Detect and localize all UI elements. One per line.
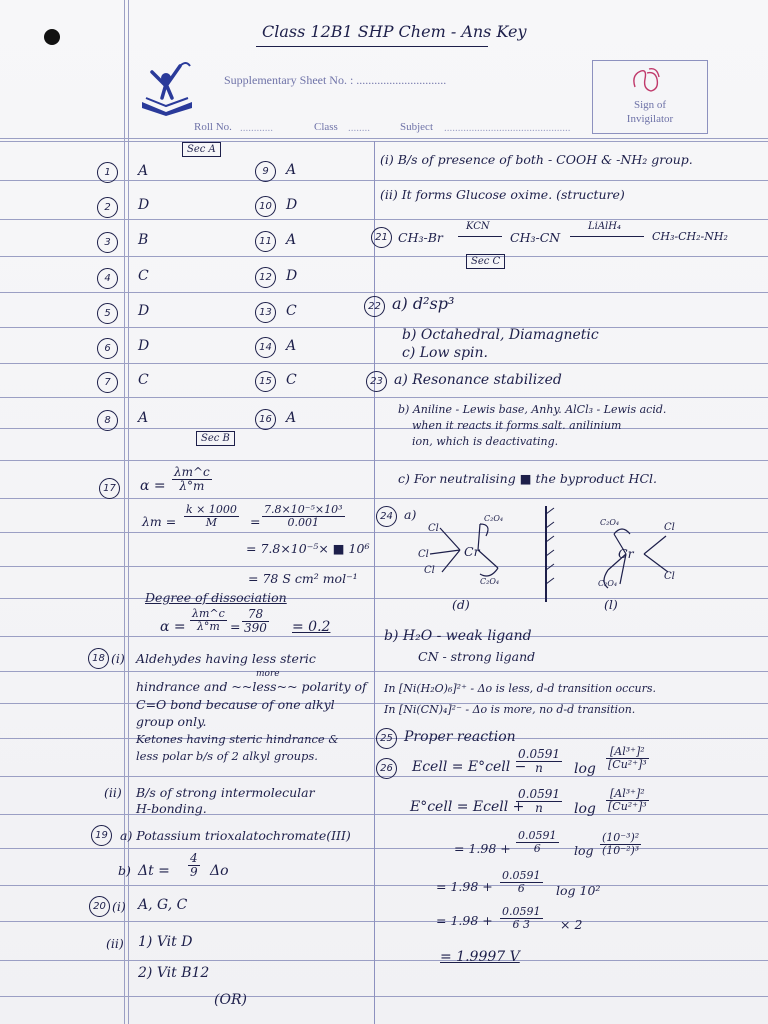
sheet-title: Class 12B1 SHP Chem - Ans Key xyxy=(262,22,527,41)
fraction xyxy=(606,788,649,813)
fraction xyxy=(500,870,543,895)
answer-line: In [Ni(H₂O)₆]²⁺ - Δo is less, d-d transition occurs. xyxy=(384,682,656,695)
ligand-cl: Cl xyxy=(424,565,435,576)
question-number: 2 xyxy=(97,197,118,218)
ruled-line xyxy=(0,180,768,181)
fraction xyxy=(516,830,559,855)
metal-cr: Cr xyxy=(464,544,480,559)
fraction-denominator: 9 xyxy=(190,865,198,880)
final-answer: = 1.9997 V xyxy=(440,949,520,965)
fraction-denominator: [Cu²⁺]³ xyxy=(608,758,647,772)
fraction xyxy=(242,608,269,635)
answer-line: Ketones having steric hindrance & xyxy=(136,732,339,746)
sub-part: b) xyxy=(118,863,131,878)
ruled-line xyxy=(0,498,768,499)
ruled-line xyxy=(0,397,768,398)
ruled-line xyxy=(0,292,768,293)
mcq-answer: D xyxy=(138,338,150,354)
mcq-answer: D xyxy=(286,268,298,284)
answer-line: a) Potassium trioxalatochromate(III) xyxy=(120,828,351,843)
reaction-reactant: CH₃-Br xyxy=(398,230,443,245)
fraction xyxy=(500,906,543,931)
reaction-intermediate: CH₃-CN xyxy=(510,230,561,245)
ruled-line xyxy=(0,219,768,220)
fraction-denominator: M xyxy=(205,516,218,530)
lambda-eq: λm = xyxy=(142,514,177,529)
sub-part: (ii) xyxy=(106,936,124,951)
answer-line: b) Octahedral, Diamagnetic xyxy=(402,327,599,343)
fraction-numerator: 7.8×10⁻⁵×10³ xyxy=(264,503,343,516)
l-isomer-label: (l) xyxy=(604,597,618,612)
ligand-cl: Cl xyxy=(664,522,675,533)
supplementary-sheet-label: Supplementary Sheet No. : .............................. xyxy=(224,73,447,87)
mcq-answer: C xyxy=(138,372,149,388)
question-number: 11 xyxy=(255,231,276,252)
log-label: log xyxy=(574,801,596,817)
ruled-line xyxy=(0,885,768,886)
sub-part: (i) xyxy=(112,899,126,914)
sign-label-line1: Sign of xyxy=(633,99,667,111)
question-number: 14 xyxy=(255,337,276,358)
answer-line: B/s of strong intermolecular xyxy=(136,785,315,800)
d-isomer-label: (d) xyxy=(452,597,470,612)
answer-line: a) d²sp³ xyxy=(392,294,455,313)
delta-o: Δo xyxy=(210,863,229,879)
fraction-denominator: [Cu²⁺]³ xyxy=(608,800,647,814)
alpha-eq: α = xyxy=(140,478,166,494)
reaction-arrow-icon xyxy=(458,236,502,237)
section-c-label: Sec C xyxy=(466,254,505,269)
reaction-product: CH₃-CH₂-NH₂ xyxy=(652,230,728,243)
or-label: (OR) xyxy=(214,992,247,1008)
roll-no-label: Roll No. xyxy=(194,121,232,133)
question-number: 17 xyxy=(99,478,120,499)
metal-cr: Cr xyxy=(618,546,634,561)
school-logo-icon xyxy=(136,58,198,118)
fraction-numerator: 0.0591 xyxy=(518,829,557,842)
fraction xyxy=(172,466,212,493)
reagent-label: LiAlH₄ xyxy=(588,221,621,232)
question-number: 13 xyxy=(255,302,276,323)
title-underline xyxy=(256,46,488,47)
mcq-answer: B xyxy=(138,232,149,248)
question-number: 7 xyxy=(97,372,118,393)
fraction-numerator: λm^c xyxy=(174,465,210,479)
answer-line: group only. xyxy=(136,714,207,729)
sign-of-invigilator-label xyxy=(593,99,707,127)
mcq-answer: C xyxy=(138,268,149,284)
log-label: log xyxy=(574,843,594,858)
log-label: log xyxy=(574,761,596,777)
mcq-answer: A xyxy=(138,410,149,426)
answer-line: (i) B/s of presence of both - COOH & -NH₂ group. xyxy=(380,152,693,167)
fraction-numerator: 0.0591 xyxy=(502,869,541,882)
question-number: 12 xyxy=(255,267,276,288)
ruled-line xyxy=(0,327,768,328)
delta-eq: Δt = xyxy=(138,863,170,879)
ligand-cl: Cl xyxy=(664,571,675,582)
question-number: 8 xyxy=(97,410,118,431)
class-dots: ........ xyxy=(348,122,370,134)
question-number: 22 xyxy=(364,296,385,317)
fraction-denominator: 0.001 xyxy=(287,516,320,530)
ruled-line xyxy=(0,996,768,997)
answer-line: CN - strong ligand xyxy=(418,649,536,664)
mcq-answer: A xyxy=(286,338,297,354)
answer-line: A, G, C xyxy=(138,897,188,913)
equals-sign: = xyxy=(230,619,241,634)
log-label: log 10² xyxy=(556,883,601,898)
answer-line: hindrance and ~~less~~ polarity of xyxy=(136,679,367,694)
sign-label-line2: Invigilator xyxy=(626,112,674,125)
nernst-eq: Ecell = E°cell − xyxy=(412,759,527,775)
calc-step: = 1.98 + xyxy=(454,841,511,856)
answer-line: c) Low spin. xyxy=(402,345,489,361)
answer-line: when it reacts it forms salt. anilinium xyxy=(412,419,622,432)
subject-label: Subject xyxy=(400,121,433,133)
fraction-numerator: (10⁻³)² xyxy=(602,831,640,844)
answer-line: a) Resonance stabilized xyxy=(394,372,562,388)
equals-sign: = xyxy=(250,514,261,529)
fraction-denominator: λ°m xyxy=(179,479,205,494)
ruled-line xyxy=(0,671,768,672)
answer-line: In [Ni(CN)₄]²⁻ - Δo is more, no d-d transition. xyxy=(384,703,636,716)
fraction-numerator: 0.0591 xyxy=(502,905,541,918)
question-number: 20 xyxy=(89,896,110,917)
question-number: 5 xyxy=(97,303,118,324)
answer-line: c) For neutralising ■ the byproduct HCl. xyxy=(398,471,657,486)
question-number: 18 xyxy=(88,648,109,669)
question-number: 9 xyxy=(255,161,276,182)
ruled-line xyxy=(0,921,768,922)
question-number: 26 xyxy=(376,758,397,779)
fraction-numerator: [Al³⁺]² xyxy=(606,746,649,759)
answer-line: b) Aniline - Lewis base, Anhy. AlCl₃ - Lewis acid. xyxy=(398,403,667,416)
fraction xyxy=(262,504,345,529)
ligand-oxalate: C₂O₄ xyxy=(598,579,618,588)
reagent-label: KCN xyxy=(466,221,490,232)
ruled-line xyxy=(0,960,768,961)
mcq-answer: A xyxy=(138,163,149,179)
answer-line: Aldehydes having less steric xyxy=(136,651,316,666)
question-number: 3 xyxy=(97,232,118,253)
ligand-cl: Cl xyxy=(418,549,429,560)
fraction-denominator: 390 xyxy=(244,621,267,636)
question-number: 15 xyxy=(255,371,276,392)
fraction xyxy=(188,852,200,879)
invigilator-signature-icon xyxy=(627,65,667,97)
reaction-arrow-icon xyxy=(570,236,644,237)
fraction-denominator: (10⁻²)³ xyxy=(602,844,640,858)
mcq-answer: A xyxy=(286,410,297,426)
ruled-line xyxy=(0,138,768,139)
fraction-denominator: n xyxy=(535,801,543,816)
calc-step: = 78 S cm² mol⁻¹ xyxy=(248,571,358,586)
result: = 0.2 xyxy=(292,619,331,635)
fraction xyxy=(600,832,641,857)
punch-hole xyxy=(44,29,60,45)
ruled-line xyxy=(0,256,768,257)
ruled-line xyxy=(0,848,768,849)
subject-dots: .............................................. xyxy=(444,122,571,134)
mcq-answer: A xyxy=(286,232,297,248)
ruled-line xyxy=(0,814,768,815)
fraction-numerator: 78 xyxy=(242,608,269,622)
mcq-answer: D xyxy=(286,197,298,213)
fraction-numerator: [Al³⁺]² xyxy=(606,788,649,801)
ruled-line xyxy=(0,460,768,461)
question-number: 19 xyxy=(91,825,112,846)
alpha-eq: α = xyxy=(160,619,186,635)
answer-line: 1) Vit D xyxy=(138,934,193,950)
ligand-cl: Cl xyxy=(428,523,439,534)
mirror-plane-icon xyxy=(536,504,558,604)
answer-line: ion, which is deactivating. xyxy=(412,435,559,448)
answer-line: b) H₂O - weak ligand xyxy=(384,628,532,644)
fraction xyxy=(516,748,562,775)
fraction-denominator: 6 3 xyxy=(512,918,530,932)
calc-step: = 1.98 + xyxy=(436,879,493,894)
insertion: more xyxy=(256,669,280,679)
fraction-denominator: λ°m xyxy=(196,620,220,634)
fraction xyxy=(190,608,227,633)
fraction-denominator: 6 xyxy=(517,882,525,896)
answer-line: (ii) It forms Glucose oxime. (structure) xyxy=(380,187,625,202)
sub-part: (ii) xyxy=(104,785,122,800)
calc-step: = 7.8×10⁻⁵× ■ 10⁶ xyxy=(246,541,370,556)
fraction xyxy=(184,504,239,529)
fraction-numerator: λm^c xyxy=(192,607,225,620)
question-number: 10 xyxy=(255,196,276,217)
ligand-oxalate: C₂O₄ xyxy=(484,514,504,523)
calc-step: × 2 xyxy=(560,917,583,932)
sub-part: a) xyxy=(404,507,417,522)
question-number: 4 xyxy=(97,268,118,289)
question-number: 25 xyxy=(376,728,397,749)
ruled-line xyxy=(0,363,768,364)
ruled-line xyxy=(0,141,768,142)
section-a-label: Sec A xyxy=(182,142,221,157)
fraction-denominator: 6 xyxy=(533,842,541,856)
ruled-line xyxy=(0,428,768,429)
roll-dots: ............ xyxy=(240,122,273,134)
question-number: 1 xyxy=(97,162,118,183)
mcq-answer: C xyxy=(286,303,297,319)
fraction-numerator: 0.0591 xyxy=(518,747,560,761)
question-number: 23 xyxy=(366,371,387,392)
question-number: 21 xyxy=(371,227,392,248)
mcq-answer: D xyxy=(138,303,150,319)
answer-line: H-bonding. xyxy=(136,801,207,816)
question-number: 16 xyxy=(255,409,276,430)
answer-line: Proper reaction xyxy=(404,729,516,745)
class-label: Class xyxy=(314,121,338,133)
degree-heading: Degree of dissociation xyxy=(145,590,287,605)
fraction xyxy=(516,788,562,815)
column-divider xyxy=(374,141,375,1024)
invigilator-sign-box xyxy=(592,60,708,134)
fraction-numerator: k × 1000 xyxy=(186,503,237,516)
question-number: 24 xyxy=(376,506,397,527)
fraction-numerator: 4 xyxy=(190,851,198,865)
fraction xyxy=(606,746,649,771)
ligand-oxalate: C₂O₄ xyxy=(480,577,500,586)
mcq-answer: D xyxy=(138,197,150,213)
ligand-oxalate: C₂O₄ xyxy=(600,518,620,527)
answer-line: C=O bond because of one alkyl xyxy=(136,697,335,712)
section-b-label: Sec B xyxy=(196,431,235,446)
fraction-numerator: 0.0591 xyxy=(518,787,560,801)
answer-line: less polar b/s of 2 alkyl groups. xyxy=(136,749,318,763)
mcq-answer: A xyxy=(286,162,297,178)
sub-part: (i) xyxy=(111,651,125,666)
fraction-denominator: n xyxy=(535,761,543,776)
calc-step: = 1.98 + xyxy=(436,913,493,928)
nernst-eq: E°cell = Ecell + xyxy=(410,799,525,815)
answer-line: 2) Vit B12 xyxy=(138,965,210,981)
question-number: 6 xyxy=(97,338,118,359)
mcq-answer: C xyxy=(286,372,297,388)
